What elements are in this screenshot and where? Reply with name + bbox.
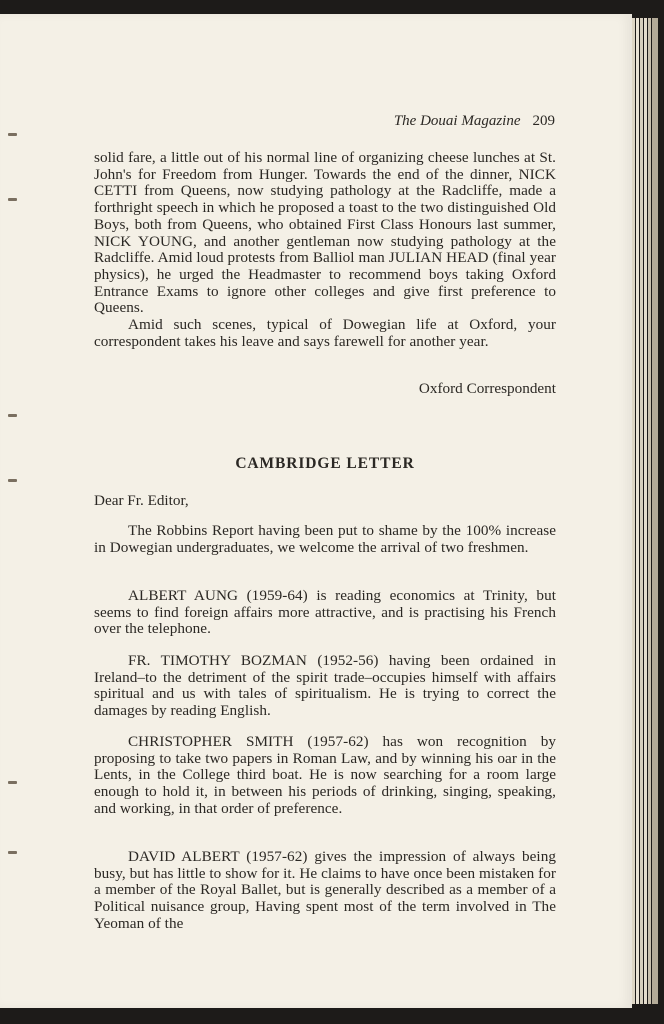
margin-mark [8, 198, 17, 201]
cambridge-paragraph: FR. TIMOTHY BOZMAN (1952-56) having been ordained in Ireland–to the detriment of the spirit trade–occupies himself with affairs spiritual and us with tales of spiritualism. He is trying to correct the damages by reading English. [94, 652, 556, 720]
page-number: 209 [532, 113, 555, 129]
cambridge-paragraph: CHRISTOPHER SMITH (1957-62) has won recognition by proposing to take two papers in Roman Law, and by winning his oar in the Lents, in the College third boat. He is now searching for a room large enough to hold it, in between his periods of drinking, singing, speaking, and working, in that order of preference. [94, 733, 556, 817]
page-edge [652, 18, 658, 1004]
margin-mark [8, 133, 17, 136]
oxford-signature: Oxford Correspondent [418, 380, 556, 397]
page-edge [632, 18, 635, 1004]
margin-mark [8, 781, 17, 784]
page-edge [648, 18, 651, 1004]
oxford-letter-text [94, 150, 556, 350]
cambridge-paragraph: The Robbins Report having been put to shame by the 100% increase in Dowegian undergraduates, we welcome the arrival of two freshmen. [94, 522, 556, 556]
margin-mark [8, 414, 17, 417]
oxford-paragraph: solid fare, a little out of his normal line of organizing cheese lunches at St. John's for Freedom from Hunger. Towards the end of the dinner, NICK CETTI from Queens, now studying pathology at the Radcliffe, made a forthright speech in which he proposed a toast to the two distinguished Old Boys, both from Queens, who obtained First Class Honours last summer, NICK YOUNG, and another gentleman now studying pathology at the Radcliffe. Amid loud protests from Balliol man JULIAN HEAD (final year physics), he urged the Headmaster to recommend boys taking Oxford Entrance Exams to ignore other colleges and give first preference to Queens. [94, 149, 556, 317]
cambridge-letter-heading: CAMBRIDGE LETTER [235, 455, 415, 472]
cambridge-paragraph: DAVID ALBERT (1957-62) gives the impression of always being busy, but has little to show for it. He claims to have once been mistaken for a member of the Royal Ballet, but is generally described as a member of a Political nuisance group, Having spent most of the term involved in The Yeoman of the [94, 848, 556, 932]
page-edge [644, 18, 647, 1004]
magazine-title: The Douai Magazine [393, 113, 521, 129]
margin-mark [8, 851, 17, 854]
page-edge [640, 18, 643, 1004]
margin-mark [8, 479, 17, 482]
oxford-paragraph: Amid such scenes, typical of Dowegian life at Oxford, your correspondent takes his leave and says farewell for another year. [94, 316, 556, 350]
salutation: Dear Fr. Editor, [94, 492, 189, 509]
running-head [394, 113, 555, 130]
page-edge [636, 18, 639, 1004]
cambridge-paragraph: ALBERT AUNG (1959-64) is reading economics at Trinity, but seems to find foreign affairs more attractive, and is practising his French over the telephone. [94, 587, 556, 638]
